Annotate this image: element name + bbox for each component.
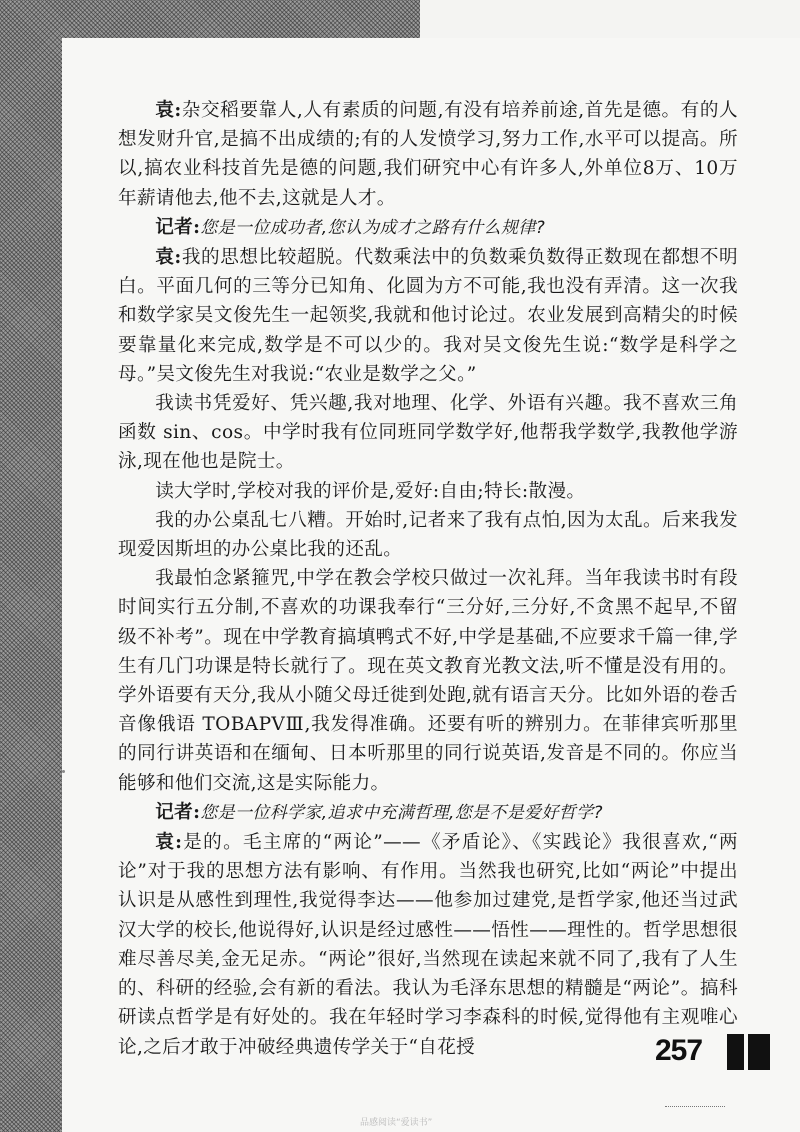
interview-body (118, 96, 738, 1062)
speaker-label: 记者: (155, 216, 201, 238)
speaker-label: 袁: (155, 832, 183, 854)
paragraph (118, 564, 738, 798)
page-edge-tab (727, 1034, 744, 1070)
footer-rule (665, 1106, 725, 1107)
question-text: 您是一位成功者,您认为成才之路有什么规律? (200, 217, 546, 238)
paragraph-text: 杂交稻要靠人,人有素质的问题,有没有培养前途,首先是德。有的人想发财升官,是搞不出成绩的;有的人发愤学习,努力工作,水平可以提高。所以,搞农业科技首先是德的问题,我们研究中心有许多人,外单位8万、10万年薪请他去,他不去,这就是人才。 (118, 100, 738, 209)
paragraph-text: 我读书凭爱好、凭兴趣,我对地理、化学、外语有兴趣。我不喜欢三角函数 sin、cos。中学时我有位同班同学数学好,他帮我学数学,我教他学游泳,现在他也是院士。 (118, 393, 738, 473)
paragraph-text: 我的办公桌乱七八糟。开始时,记者来了我有点怕,因为太乱。后来我发现爱因斯坦的办公桌比我的还乱。 (118, 509, 738, 561)
paragraph (118, 798, 738, 828)
paragraph (118, 243, 738, 389)
paragraph (118, 477, 738, 506)
page-number: 257 (655, 1034, 703, 1067)
speaker-label: 袁: (155, 100, 182, 121)
paragraph (118, 828, 738, 1062)
paragraph (118, 389, 738, 477)
paragraph (118, 96, 738, 213)
paragraph (118, 213, 738, 243)
speaker-label: 袁: (155, 247, 182, 269)
speaker-label: 记者: (155, 801, 201, 823)
footer-watermark: 品感阅读“爱读书” (360, 1118, 433, 1128)
paragraph-text: 我最怕念紧箍咒,中学在教会学校只做过一次礼拜。当年我读书时有段时间实行五分制,不喜欢的功课我奉行“三分好,三分好,不贪黑不起早,不留级不补考”。现在中学教育搞填鸭式不好,中学是基础,不应要求千篇一律,学生有几门功课是特长就行了。现在英文教育光教文法,听不懂是没有用的。学外语要有天分,我从小随父母迁徙到处跑,就有语言天分。比如外语的卷舌音像俄语 TOBAPVⅢ,我发得准确。还要有听的辨别力。在菲律宾听那里的同行讲英语和在缅甸、日本听那里的同行说英语,发音是不同的。你应当能够和他们交流,这是实际能力。 (118, 568, 738, 794)
page-edge-tab (748, 1034, 770, 1070)
scan-speck (62, 770, 65, 773)
question-text: 您是一位科学家,追求中充满哲理,您是不是爱好哲学? (200, 802, 603, 823)
paragraph (118, 506, 738, 564)
paragraph-text: 我的思想比较超脱。代数乘法中的负数乘负数得正数现在都想不明白。平面几何的三等分已知角、化圆为方不可能,我也没有弄清。这一次我和数学家吴文俊先生一起领奖,我就和他讨论过。农业发展到高精尖的时候要靠量化来完成,数学是不可以少的。我对吴文俊先生说:“数学是科学之母。”吴文俊先生对我说:“农业是数学之父。” (118, 247, 738, 385)
paragraph-text: 读大学时,学校对我的评价是,爱好:自由;特长:散漫。 (155, 480, 586, 502)
paragraph-text: 是的。毛主席的“两论”——《矛盾论》、《实践论》我很喜欢,“两论”对于我的思想方法有影响、有作用。当然我也研究,比如“两论”中提出认识是从感性到理性,我觉得李达——他参加过建党,是哲学家,他还当过武汉大学的校长,他说得好,认识是经过感性——悟性——理性的。哲学思想很难尽善尽美,金无足赤。“两论”很好,当然现在读起来就不同了,我有了人生的、科研的经验,会有新的看法。我认为毛泽东思想的精髓是“两论”。搞科研读点哲学是有好处的。我在年轻时学习李森科的时候,觉得他有主观唯心论,之后才敢于冲破经典遗传学关于“自花授 (118, 832, 738, 1058)
